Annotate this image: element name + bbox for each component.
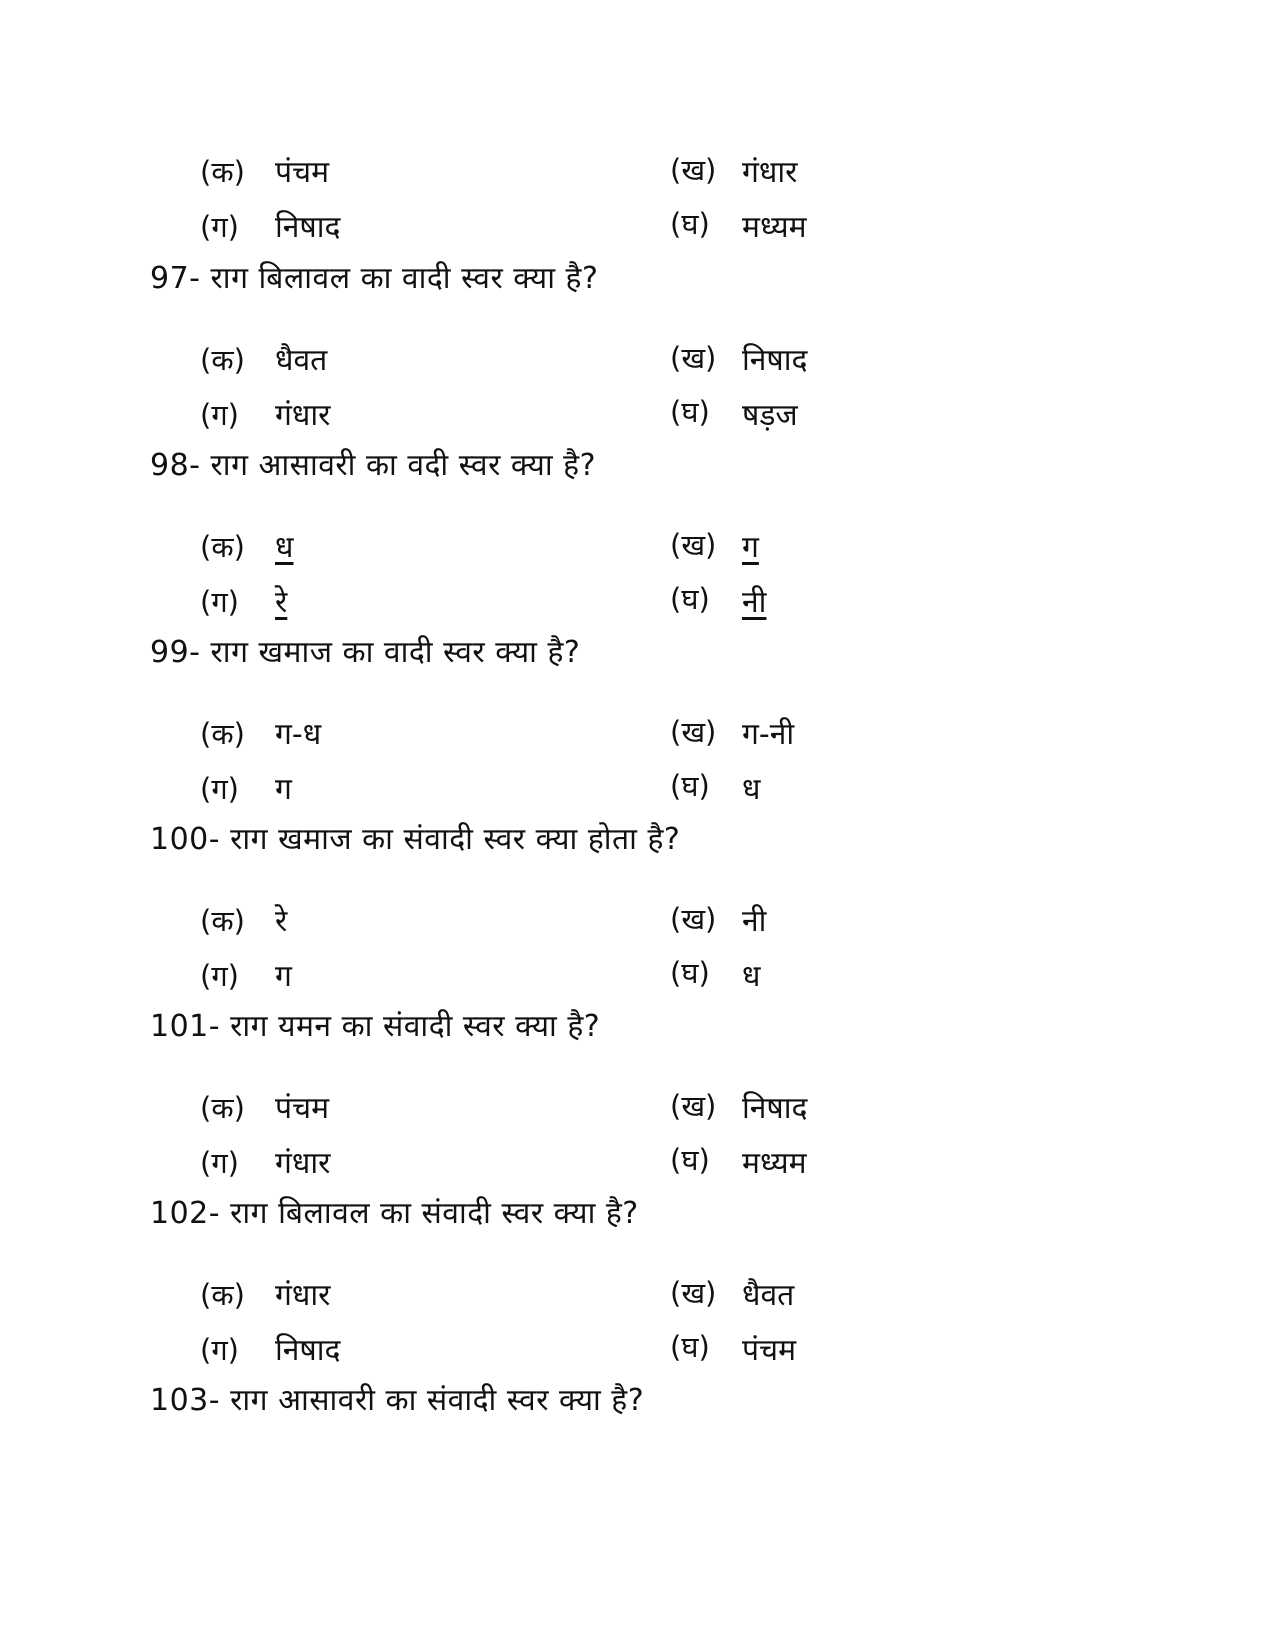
- option-label: (ख): [670, 1276, 717, 1310]
- option-label: (ग): [200, 959, 239, 993]
- option-label: (क): [200, 717, 245, 751]
- question-text: 97- राग बिलावल का वादी स्वर क्या है?: [150, 261, 599, 296]
- option-label: (क): [200, 1091, 245, 1125]
- option-text: धैवत: [742, 1278, 795, 1313]
- option-text: नी: [742, 904, 767, 939]
- option-label: (घ): [670, 1330, 710, 1364]
- option-text: रे: [275, 585, 288, 620]
- option-label: (क): [200, 530, 245, 564]
- option-label: (ग): [200, 1146, 239, 1180]
- option-label: (क): [200, 904, 245, 938]
- option-label: (ख): [670, 1089, 717, 1123]
- option-label: (घ): [670, 207, 710, 241]
- question-text: 98- राग आसावरी का वदी स्वर क्या है?: [150, 448, 596, 483]
- option-label: (क): [200, 155, 245, 189]
- option-text: गंधार: [275, 398, 331, 433]
- option-text: ध: [275, 530, 294, 565]
- option-text: निषाद: [275, 1333, 341, 1368]
- question-text: 99- राग खमाज का वादी स्वर क्या है?: [150, 635, 581, 670]
- question-text: 103- राग आसावरी का संवादी स्वर क्या है?: [150, 1383, 645, 1418]
- option-text: गंधार: [742, 155, 798, 190]
- option-text: मध्यम: [742, 1146, 807, 1181]
- option-label: (ख): [670, 902, 717, 936]
- option-text: ग: [742, 530, 759, 565]
- option-text: ध: [742, 959, 761, 994]
- option-label: (ख): [670, 528, 717, 562]
- option-text: ग: [275, 959, 292, 994]
- option-label: (ग): [200, 398, 239, 432]
- option-text: निषाद: [742, 1091, 808, 1126]
- option-label: (घ): [670, 582, 710, 616]
- option-text: ध: [742, 772, 761, 807]
- option-text: ग-नी: [742, 717, 795, 752]
- option-label: (घ): [670, 769, 710, 803]
- option-text: गंधार: [275, 1146, 331, 1181]
- option-label: (ख): [670, 341, 717, 375]
- option-text: रे: [275, 904, 288, 939]
- option-text: धैवत: [275, 343, 328, 378]
- option-text: षड़ज: [742, 398, 798, 433]
- question-text: 100- राग खमाज का संवादी स्वर क्या होता है?: [150, 822, 681, 857]
- option-text: ग-ध: [275, 717, 322, 752]
- option-label: (ख): [670, 715, 717, 749]
- option-text: निषाद: [275, 210, 341, 245]
- option-text: गंधार: [275, 1278, 331, 1313]
- option-label: (घ): [670, 956, 710, 990]
- option-label: (घ): [670, 1143, 710, 1177]
- option-text: नी: [742, 585, 767, 620]
- option-label: (घ): [670, 395, 710, 429]
- question-text: 102- राग बिलावल का संवादी स्वर क्या है?: [150, 1196, 639, 1231]
- option-text: ग: [275, 772, 292, 807]
- option-label: (क): [200, 343, 245, 377]
- question-text: 101- राग यमन का संवादी स्वर क्या है?: [150, 1009, 601, 1044]
- option-label: (ग): [200, 772, 239, 806]
- option-label: (ग): [200, 210, 239, 244]
- option-label: (क): [200, 1278, 245, 1312]
- option-text: मध्यम: [742, 210, 807, 245]
- option-label: (ग): [200, 1333, 239, 1367]
- option-text: पंचम: [275, 1091, 330, 1126]
- option-label: (ग): [200, 585, 239, 619]
- option-text: निषाद: [742, 343, 808, 378]
- option-text: पंचम: [742, 1333, 797, 1368]
- option-text: पंचम: [275, 155, 330, 190]
- option-label: (ख): [670, 153, 717, 187]
